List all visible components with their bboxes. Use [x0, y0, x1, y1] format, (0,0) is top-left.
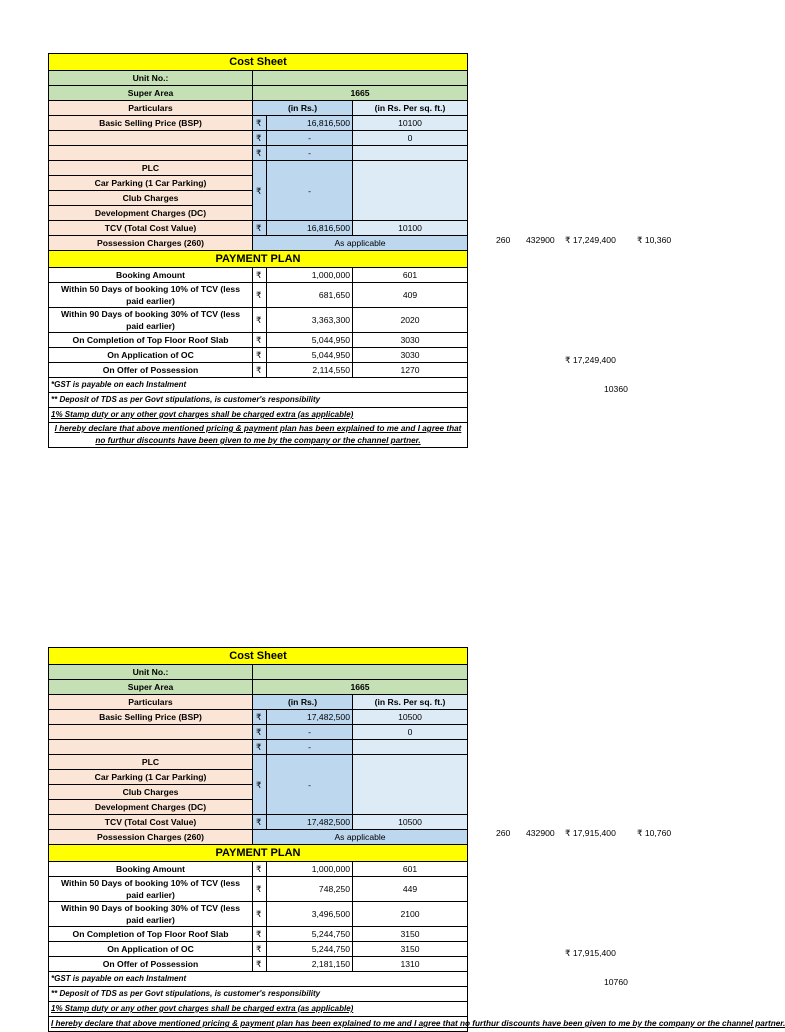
blank-amount: - [267, 725, 353, 740]
plan-rate: 3030 [353, 348, 468, 363]
blank-amount: - [267, 131, 353, 146]
currency-symbol: ₹ [253, 877, 267, 902]
plan-amount: 5,244,750 [267, 927, 353, 942]
plan-label: Within 90 Days of booking 30% of TCV (less paid earlier) [49, 308, 253, 333]
declaration-text: I hereby declare that above mentioned pricing & payment plan has been explained to me and I agree that no furthur discounts have been given to me by the company or the channel partner. [49, 1017, 468, 1032]
possession-label: Possession Charges (260) [49, 236, 253, 251]
plan-rate: 3150 [353, 942, 468, 957]
side-value: 10360 [604, 384, 628, 394]
unit-no-value [253, 665, 468, 680]
currency-symbol: ₹ [253, 740, 267, 755]
blank-rate: 0 [353, 725, 468, 740]
plan-rate: 409 [353, 283, 468, 308]
bsp-label: Basic Selling Price (BSP) [49, 116, 253, 131]
plan-rate: 2100 [353, 902, 468, 927]
blank-amount: - [267, 740, 353, 755]
charges-group-rate [353, 161, 468, 221]
currency-symbol: ₹ [253, 862, 267, 877]
blank-rate [353, 146, 468, 161]
car-parking-label: Car Parking (1 Car Parking) [49, 176, 253, 191]
possession-label: Possession Charges (260) [49, 830, 253, 845]
stamp-duty-note: 1% Stamp duty or any other govt charges shall be charged extra (as applicable) [49, 1002, 468, 1017]
plc-label: PLC [49, 161, 253, 176]
currency-symbol: ₹ [253, 161, 267, 221]
bsp-amount: 17,482,500 [267, 710, 353, 725]
club-charges-label: Club Charges [49, 191, 253, 206]
currency-symbol: ₹ [253, 710, 267, 725]
plan-label: Booking Amount [49, 268, 253, 283]
blank-rate: 0 [353, 131, 468, 146]
col-rs-header: (in Rs.) [253, 101, 353, 116]
super-area-label: Super Area [49, 680, 253, 695]
col-rs-header: (in Rs.) [253, 695, 353, 710]
currency-symbol: ₹ [253, 308, 267, 333]
tcv-rate: 10100 [353, 221, 468, 236]
plan-label: On Completion of Top Floor Roof Slab [49, 927, 253, 942]
plan-amount: 3,496,500 [267, 902, 353, 927]
bsp-rate: 10100 [353, 116, 468, 131]
plan-amount: 5,244,750 [267, 942, 353, 957]
plan-amount: 5,044,950 [267, 333, 353, 348]
particulars-header: Particulars [49, 695, 253, 710]
currency-symbol: ₹ [253, 363, 267, 378]
plan-amount: 681,650 [267, 283, 353, 308]
club-charges-label: Club Charges [49, 785, 253, 800]
bsp-rate: 10500 [353, 710, 468, 725]
currency-symbol: ₹ [253, 283, 267, 308]
blank-rate [353, 740, 468, 755]
declaration-text: I hereby declare that above mentioned pricing & payment plan has been explained to me and I agree that no furthur discounts have been given to me by the company or the channel partner. [49, 423, 468, 448]
plan-amount: 748,250 [267, 877, 353, 902]
col-sqft-header: (in Rs. Per sq. ft.) [353, 695, 468, 710]
blank-row-label [49, 740, 253, 755]
car-parking-label: Car Parking (1 Car Parking) [49, 770, 253, 785]
plan-amount: 5,044,950 [267, 348, 353, 363]
plan-amount: 3,363,300 [267, 308, 353, 333]
side-value: ₹ 17,915,400 [565, 948, 616, 958]
plan-label: Within 90 Days of booking 30% of TCV (less paid earlier) [49, 902, 253, 927]
col-sqft-header: (in Rs. Per sq. ft.) [353, 101, 468, 116]
possession-value: As applicable [253, 236, 468, 251]
stamp-duty-note: 1% Stamp duty or any other govt charges shall be charged extra (as applicable) [49, 408, 468, 423]
tds-note: ** Deposit of TDS as per Govt stipulations, is customer's responsibility [49, 987, 468, 1002]
plan-rate: 449 [353, 877, 468, 902]
super-area-value: 1665 [253, 680, 468, 695]
unit-no-value [253, 71, 468, 86]
bsp-amount: 16,816,500 [267, 116, 353, 131]
plan-label: On Application of OC [49, 348, 253, 363]
currency-symbol: ₹ [253, 268, 267, 283]
super-area-value: 1665 [253, 86, 468, 101]
side-value: ₹ 10,760 [637, 828, 672, 838]
cost-sheet-title: Cost Sheet [49, 54, 468, 71]
bsp-label: Basic Selling Price (BSP) [49, 710, 253, 725]
side-value: 10760 [604, 977, 628, 987]
charges-group-amount: - [267, 161, 353, 221]
tds-note: ** Deposit of TDS as per Govt stipulations, is customer's responsibility [49, 393, 468, 408]
plan-rate: 601 [353, 862, 468, 877]
payment-plan-title: PAYMENT PLAN [49, 251, 468, 268]
plan-label: On Completion of Top Floor Roof Slab [49, 333, 253, 348]
plan-amount: 2,181,150 [267, 957, 353, 972]
cost-sheet-table [48, 53, 468, 448]
plan-amount: 1,000,000 [267, 268, 353, 283]
charges-group-amount: - [267, 755, 353, 815]
plan-label: Booking Amount [49, 862, 253, 877]
currency-symbol: ₹ [253, 942, 267, 957]
possession-value: As applicable [253, 830, 468, 845]
currency-symbol: ₹ [253, 902, 267, 927]
unit-no-label: Unit No.: [49, 665, 253, 680]
gst-note: *GST is payable on each Instalment [49, 972, 468, 987]
currency-symbol: ₹ [253, 146, 267, 161]
currency-symbol: ₹ [253, 815, 267, 830]
development-charges-label: Development Charges (DC) [49, 800, 253, 815]
currency-symbol: ₹ [253, 755, 267, 815]
currency-symbol: ₹ [253, 116, 267, 131]
unit-no-label: Unit No.: [49, 71, 253, 86]
development-charges-label: Development Charges (DC) [49, 206, 253, 221]
plan-rate: 1310 [353, 957, 468, 972]
tcv-amount: 16,816,500 [267, 221, 353, 236]
plan-label: Within 50 Days of booking 10% of TCV (less paid earlier) [49, 877, 253, 902]
side-value: 260 [496, 828, 511, 838]
side-value: ₹ 17,249,400 [565, 355, 616, 365]
blank-amount: - [267, 146, 353, 161]
currency-symbol: ₹ [253, 957, 267, 972]
blank-row-label [49, 725, 253, 740]
side-value: 260 [496, 235, 511, 245]
currency-symbol: ₹ [253, 725, 267, 740]
blank-row-label [49, 131, 253, 146]
tcv-amount: 17,482,500 [267, 815, 353, 830]
blank-row-label [49, 146, 253, 161]
gst-note: *GST is payable on each Instalment [49, 378, 468, 393]
charges-group-rate [353, 755, 468, 815]
plan-label: On Offer of Possession [49, 363, 253, 378]
currency-symbol: ₹ [253, 221, 267, 236]
currency-symbol: ₹ [253, 131, 267, 146]
tcv-label: TCV (Total Cost Value) [49, 815, 253, 830]
plc-label: PLC [49, 755, 253, 770]
side-value: ₹ 10,360 [637, 235, 672, 245]
cost-sheet-1 [48, 53, 467, 448]
tcv-rate: 10500 [353, 815, 468, 830]
side-value: 432900 [526, 235, 555, 245]
cost-sheet-title: Cost Sheet [49, 648, 468, 665]
super-area-label: Super Area [49, 86, 253, 101]
plan-label: On Offer of Possession [49, 957, 253, 972]
currency-symbol: ₹ [253, 927, 267, 942]
plan-label: On Application of OC [49, 942, 253, 957]
plan-rate: 1270 [353, 363, 468, 378]
plan-rate: 3150 [353, 927, 468, 942]
particulars-header: Particulars [49, 101, 253, 116]
tcv-label: TCV (Total Cost Value) [49, 221, 253, 236]
payment-plan-title: PAYMENT PLAN [49, 845, 468, 862]
side-value: 432900 [526, 828, 555, 838]
side-value: ₹ 17,915,400 [565, 828, 616, 838]
plan-label: Within 50 Days of booking 10% of TCV (less paid earlier) [49, 283, 253, 308]
side-value: ₹ 17,249,400 [565, 235, 616, 245]
plan-amount: 1,000,000 [267, 862, 353, 877]
currency-symbol: ₹ [253, 333, 267, 348]
currency-symbol: ₹ [253, 348, 267, 363]
plan-rate: 601 [353, 268, 468, 283]
plan-rate: 2020 [353, 308, 468, 333]
plan-amount: 2,114,550 [267, 363, 353, 378]
plan-rate: 3030 [353, 333, 468, 348]
